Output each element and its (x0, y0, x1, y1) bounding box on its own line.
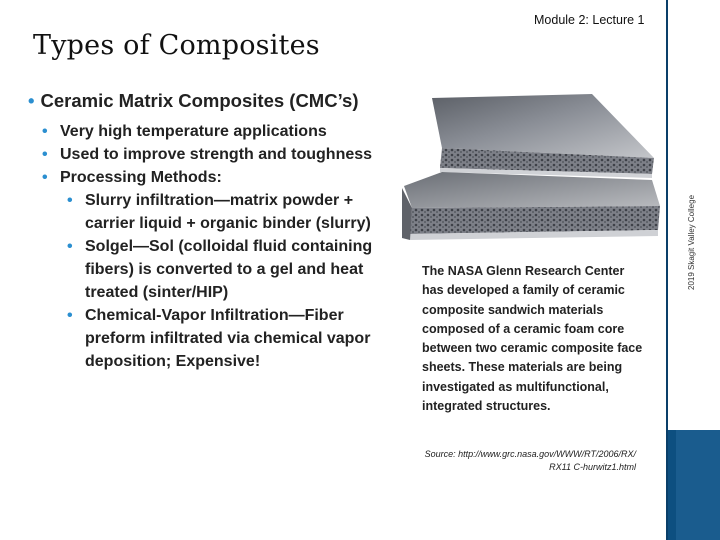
sidebar-stripe (676, 430, 720, 540)
bullet-item: • Very high temperature applications (42, 120, 402, 143)
main-bullet-text: Ceramic Matrix Composites (CMC’s) (40, 90, 359, 111)
bullet-icon: • (28, 90, 35, 111)
source-citation: Source: http://www.grc.nasa.gov/WWW/RT/2006/RX/RX11 C-hurwitz1.html (424, 449, 636, 472)
image-caption: The NASA Glenn Research Center has developed a family of ceramic composite sandwich materials composed of a ceramic foam core between two ceramic composite face sheets. These materials are being investigated as multifunctional, integrated structures. (422, 264, 643, 414)
method-item: • Slurry infiltration—matrix powder + carrier liquid + organic binder (slurry) (67, 189, 402, 235)
bullet-item: • Used to improve strength and toughness (42, 143, 402, 166)
ceramic-foam-sandwich-photo (402, 88, 660, 251)
main-bullet (28, 90, 358, 112)
method-item: • Chemical-Vapor Infiltration—Fiber preform infiltrated via chemical vapor deposition; Expensive! (67, 304, 402, 373)
slide-title: Types of Composites (33, 30, 320, 61)
bullet-item: • Processing Methods: (42, 166, 402, 189)
method-item: • Solgel—Sol (colloidal fluid containing fibers) is converted to a gel and heat treated (sinter/HIP) (67, 235, 402, 304)
module-label: Module 2: Lecture 1 (534, 13, 645, 27)
sidebar-divider (666, 0, 668, 540)
bullet-list (42, 120, 402, 373)
college-label: 2019 Skagit Valley College (687, 194, 696, 290)
